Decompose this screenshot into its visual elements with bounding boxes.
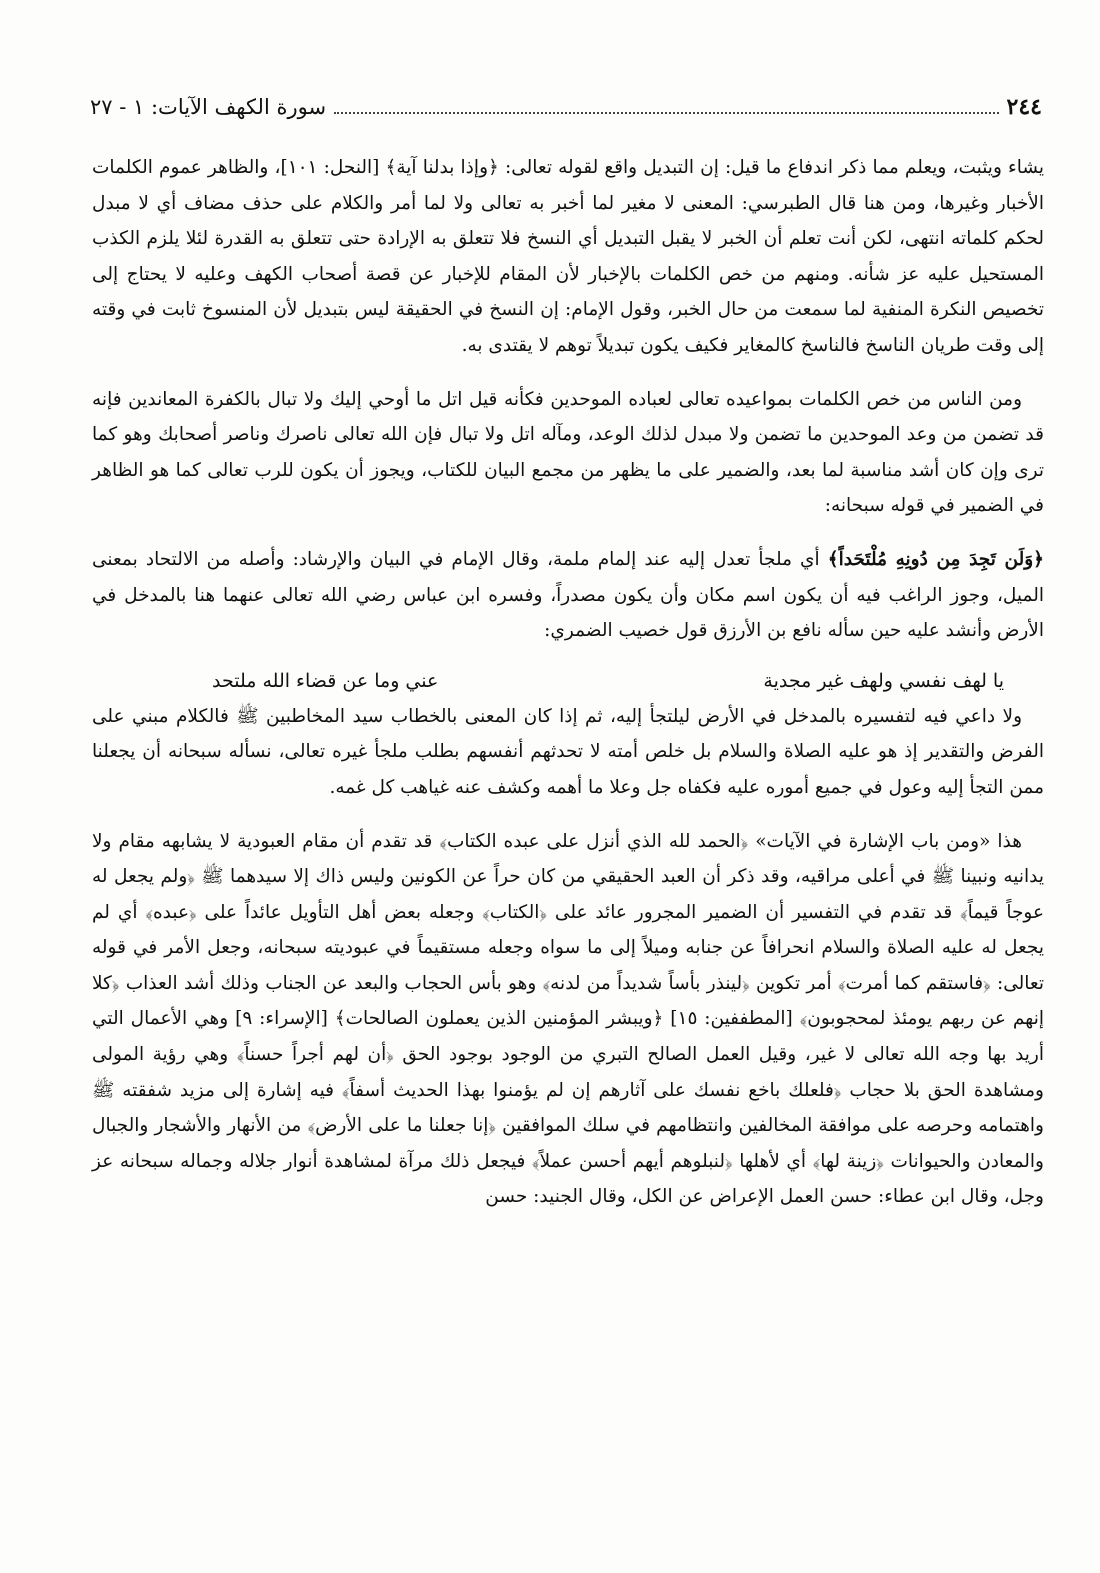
paragraph-2: ومن الناس من خص الكلمات بمواعيده تعالى لعباده الموحدين فكأنه قيل اتل ما أوحي إليك ولا تبال بالكفرة المعاندين فإنه قد تضمن من وعد الموحدين ما تضمن ولا مبدل لذلك الوعد، ومآله اتل ولا تبال فإن الله تعالى ناصرك وناصر أصحابك وهو كما ترى وإن كان أشد مناسبة لما بعد، والضمير على ما يظهر من مجمع البيان للكتاب، ويجوز أن يكون للرب تعالى كما هو الظاهر في الضمير في قوله سبحانه: — [92, 388, 1044, 517]
paragraph-3 — [92, 542, 1044, 649]
header-dot-leader — [334, 112, 998, 114]
page-number: ٢٤٤ — [1006, 94, 1042, 120]
quran-verse-quote: ﴿وَلَن تَجِدَ مِن دُونِهِ مُلْتَحَداً﴾ — [827, 548, 1045, 570]
verse-first-hemistich: يا لهف نفسي ولهف غير مجدية — [763, 669, 1004, 692]
poetry-verse — [92, 663, 1044, 699]
paragraph-5: هذا «ومن باب الإشارة في الآيات» ﴿الحمد لله الذي أنزل على عبده الكتاب﴾ قد تقدم أن مقام العبودية لا يشابهه مقام ولا يدانيه ونبينا ﷺ في أعلى مراقيه، وقد ذكر أن العبد الحقيقي من كان حراً عن الكونين وليس ذاك إلا سيدهما ﷺ ﴿ولم يجعل له عوجاً قيماً﴾ قد تقدم في التفسير أن الضمير المجرور عائد على ﴿الكتاب﴾ وجعله بعض أهل التأويل عائداً على ﴿عبده﴾ أي لم يجعل له عليه الصلاة والسلام انحرافاً عن جنابه وميلاً إلى ما سواه وجعله مستقيماً في عبوديته سبحانه، وجعل الأمر في قوله تعالى: ﴿فاستقم كما أمرت﴾ أمر تكوين ﴿لينذر بأساً شديداً من لدنه﴾ وهو بأس الحجاب والبعد عن الجناب وذلك أشد العذاب ﴿كلا إنهم عن ربهم يومئذ لمحجوبون﴾ [المطففين: ١٥] ﴿ويبشر المؤمنين الذين يعملون الصالحات﴾ [الإسراء: ٩] وهي الأعمال التي أريد بها وجه الله تعالى لا غير، وقيل العمل الصالح التبري من الوجود بوجود الحق ﴿أن لهم أجراً حسناً﴾ وهي رؤية المولى ومشاهدة الحق بلا حجاب ﴿فلعلك باخع نفسك على آثارهم إن لم يؤمنوا بهذا الحديث أسفاً﴾ فيه إشارة إلى مزيد شفقته ﷺ واهتمامه وحرصه على موافقة المخالفين وانتظامهم في سلك الموافقين ﴿إنا جعلنا ما على الأرض﴾ من الأنهار والأشجار والجبال والمعادن والحيوانات ﴿زينة لها﴾ أي لأهلها ﴿لنبلوهم أيهم أحسن عملاً﴾ فيجعل ذلك مرآة لمشاهدة أنوار جلاله وجماله سبحانه عز وجل، وقال ابن عطاء: حسن العمل الإعراض عن الكل، وقال الجنيد: حسن — [92, 830, 1044, 1208]
paragraph-4: ولا داعي فيه لتفسيره بالمدخل في الأرض ليلتجأ إليه، ثم إذا كان المعنى بالخطاب سيد المخاطبين ﷺ فالكلام مبني على الفرض والتقدير إذ هو عليه الصلاة والسلام بل خلص أمته لا تحدثهم أنفسهم بطلب ملجأ غيره تعالى، نسأله سبحانه أن يجعلنا ممن التجأ إليه وعول في جميع أموره عليه فكفاه جل وعلا ما أهمه وكشف عنه غياهب كل غمه. — [92, 705, 1044, 798]
spacer — [92, 649, 1044, 663]
verse-second-hemistich: عني وما عن قضاء الله ملتحد — [212, 669, 439, 692]
spacer — [92, 806, 1044, 824]
paragraph-3-body: أي ملجأ تعدل إليه عند إلمام ملمة، وقال الإمام في البيان والإرشاد: وأصله من الالتحاد بمعنى الميل، وجوز الراغب فيه أن يكون اسم مكان وأن يكون مصدراً، وفسره ابن عباس رضي الله تعالى عنهما هنا بالمدخل في الأرض وأنشد عليه حين سأله نافع بن الأرزق قول خصيب الضمري: — [92, 548, 1044, 642]
spacer — [92, 524, 1044, 542]
spacer — [92, 364, 1044, 382]
main-text — [92, 150, 1044, 1215]
page-header — [90, 92, 1042, 122]
paragraph-1: يشاء ويثبت، ويعلم مما ذكر اندفاع ما قيل: إن التبديل واقع لقوله تعالى: ﴿وإذا بدلنا آية﴾ [النحل: ١٠١]، والظاهر عموم الكلمات الأخبار وغيرها، ومن هنا قال الطبرسي: المعنى لا مغير لما أخبر به تعالى ولا لما أمر والكلام على حذف مضاف أي لا مبدل لحكم كلماته انتهى، لكن أنت تعلم أن الخبر لا يقبل التبديل أي النسخ فلا تتعلق به الإرادة حتى تتعلق به القدرة لئلا يلزم الكذب المستحيل عليه عز شأنه. ومنهم من خص الكلمات بالإخبار لأن المقام للإخبار عن قصة أصحاب الكهف وعليه لا يحتاج إلى تخصيص النكرة المنفية لما سمعت من حال الخبر، وقول الإمام: إن النسخ في الحقيقة ليس بتبديل لأن المنسوخ ثابت في وقته إلى وقت طريان الناسخ فالناسخ كالمغاير فكيف يكون تبديلاً توهم لا يقتدى به. — [92, 157, 1044, 356]
running-title: سورة الكهف الآيات: ١ - ٢٧ — [90, 95, 327, 119]
